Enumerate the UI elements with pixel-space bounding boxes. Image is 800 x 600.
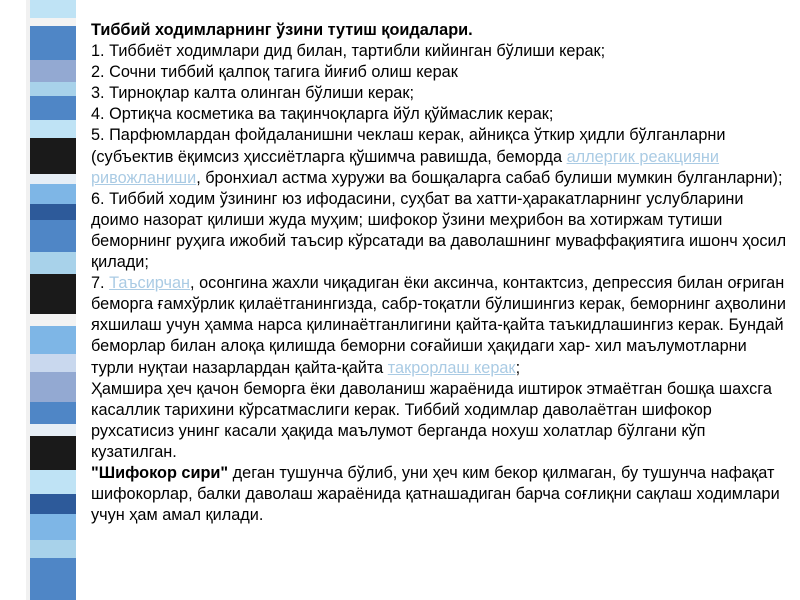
document-body: [91, 20, 787, 526]
rule-item-1: 1. Тиббиёт ходимлари дид билан, тартибли кийинган бўлиши керак;: [91, 42, 606, 61]
stripe-segment: [30, 314, 76, 326]
stripe-segment: [30, 174, 76, 184]
doctor-secret-paragraph: [91, 463, 787, 526]
doctor-secret-term: "Шифокор сири": [91, 463, 229, 482]
rule-item-4: 4. Ортиқча косметика ва тақинчоқларга йўл қўймаслик керак;: [91, 105, 554, 124]
rule-item-5-text-end: , бронхиал астма хуружи ва бошқаларга сабаб булиши мумкин булганларни);: [196, 168, 783, 187]
repeat-link[interactable]: такрорлаш керак: [387, 358, 516, 377]
rule-item-7-text-end: ;: [515, 358, 521, 377]
stripe-segment: [30, 540, 76, 558]
allergy-reaction-link[interactable]: аллергик реакцияни ривожланиши: [91, 147, 720, 187]
nurse-paragraph: Ҳамшира ҳеч қачон беморга ёки даволаниш жараёнида иштирок этмаётган бошқа шахсга касаллик тарихини кўрсатмаслиги керак. Тиббий ходимлар даволаётган шифокор рухсатисиз унинг касали ҳақида маълумот берганда нохуш холатлар бўлгани кўп кузатилган.: [91, 379, 772, 461]
stripe-segment: [30, 184, 76, 204]
stripe-segment: [30, 402, 76, 424]
stripe-segment: [30, 354, 76, 372]
stripe-segment: [30, 326, 76, 354]
rule-item-7: [91, 273, 787, 378]
stripe-segment: [30, 0, 76, 18]
stripe-segment: [30, 138, 76, 174]
decorative-stripe-bar: [0, 0, 78, 600]
rule-item-5: [91, 125, 787, 188]
doctor-secret-text: деган тушунча бўлиб, уни ҳеч ким бекор қилмаган, бу тушунча нафақат шифокорлар, балки даволаш жараёнида қатнашадиган барча соғлиқни сақлаш ходимлари учун ҳам амал қилади.: [91, 463, 780, 525]
stripe-segment: [30, 470, 76, 494]
stripe-segment: [30, 424, 76, 436]
rule-item-7-text: , осонгина жахли чиқадиган ёки аксинча, контактсиз, депрессия билан оғриган беморга ғамхўрлик қилаётганингизда, сабр-тоқатли бўлишингиз керак, беморнинг аҳволини яхшилаш учун ҳамма нарса қилинаётганлигини қайта-қайта таъкидлашингиз керак. Бундай беморлар билан алоқа қилишда беморни соғайиши ҳақидаги хар- хил маълумотларни турли нуқтаи назарлардан қайта-қайта: [91, 274, 786, 377]
page-title: Тиббий ходимларнинг ўзини тутиш қоидалари.: [91, 21, 473, 39]
rule-item-5-text: 5. Парфюмлардан фойдаланишни чеклаш керак, айниқса ўткир ҳидли бўлганларни (субъектив ёқимсиз ҳиссиётларга қўшимча равишда, беморда: [91, 126, 726, 166]
rule-item-7-number: 7.: [91, 274, 110, 293]
rule-item-3: 3. Тирноқлар калта олинган бўлиши керак;: [91, 84, 414, 103]
stripe-segment: [30, 494, 76, 514]
stripe-segment: [30, 96, 76, 120]
stripe-segment: [30, 82, 76, 96]
stripe-segment: [30, 558, 76, 600]
stripe-segment: [30, 220, 76, 252]
stripe-segment: [30, 18, 76, 26]
sensitive-link[interactable]: Таъсирчан: [109, 274, 191, 293]
rule-item-2: 2. Сочни тиббий қалпоқ тагига йиғиб олиш керак: [91, 63, 458, 82]
stripe-segment: [30, 26, 76, 60]
stripe-segment: [30, 60, 76, 82]
stripe-segment: [30, 514, 76, 540]
stripe-segment: [30, 436, 76, 470]
stripe-segment: [30, 274, 76, 314]
stripe-segment: [30, 204, 76, 220]
stripe-segment: [30, 120, 76, 138]
stripe-segment: [30, 372, 76, 402]
stripe-segment: [30, 252, 76, 274]
rule-item-6: 6. Тиббий ходим ўзининг юз ифодасини, суҳбат ва хатти-ҳаракатларнинг услубларини доимо назорат қилиши жуда муҳим; шифокор ўзини меҳрибон ва хотиржам тутиши беморнинг руҳига ижобий таъсир кўрсатади ва даволашнинг муваффақиятига ишонч ҳосил қилади;: [91, 189, 787, 272]
